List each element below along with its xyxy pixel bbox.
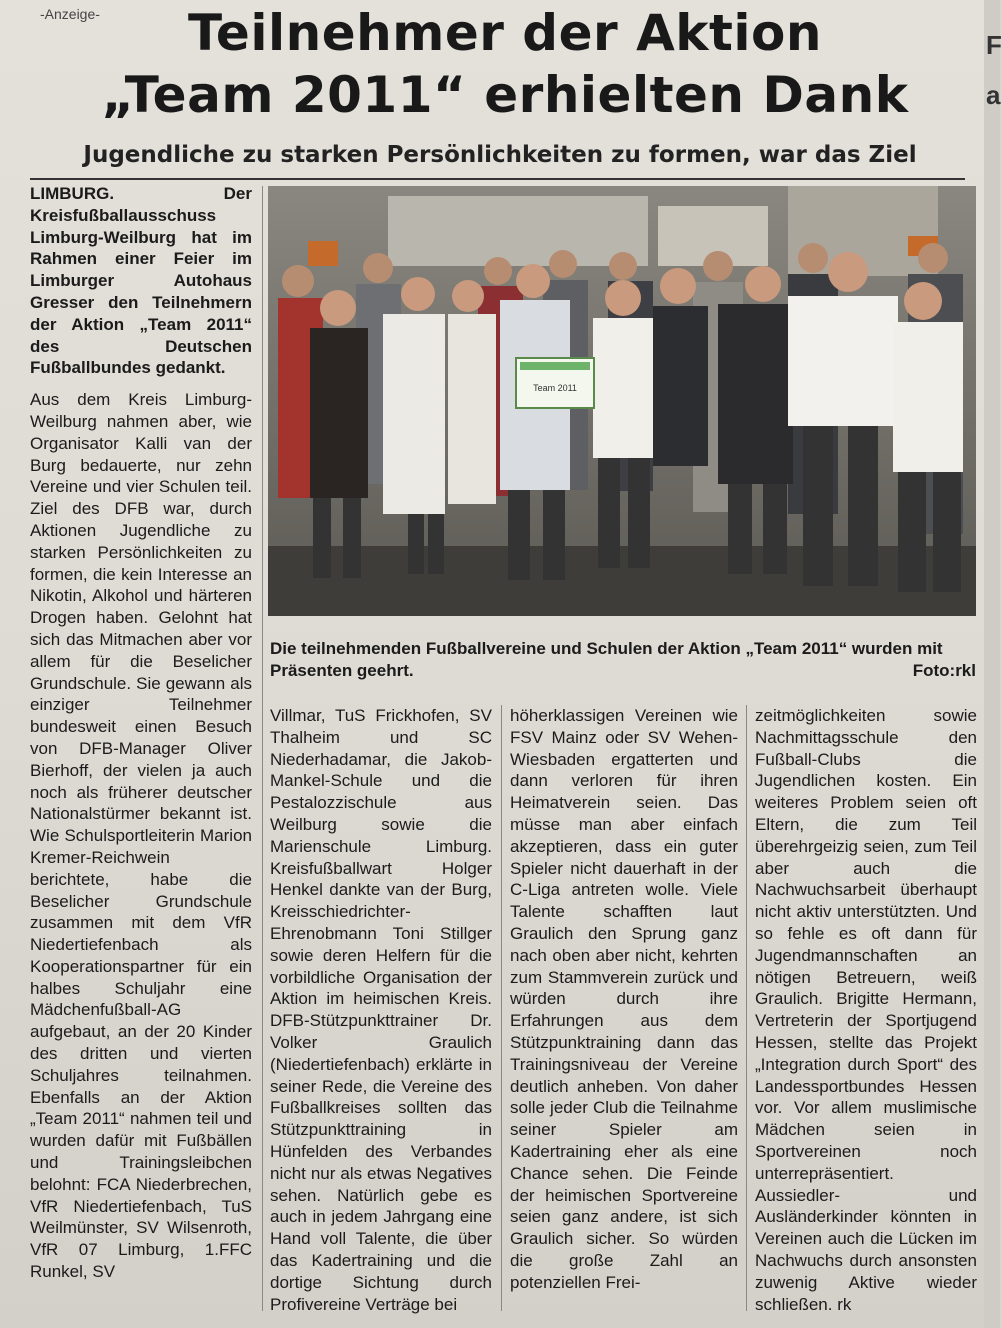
certificate-label: Team 2011 <box>533 383 577 393</box>
column-divider <box>262 186 263 1311</box>
advertisement-label: -Anzeige- <box>40 6 100 22</box>
article-column-2 <box>270 705 492 1315</box>
group-photo-illustration <box>268 186 976 616</box>
column-4-body: zeitmöglichkeiten sowie Nachmittagsschule den Fußball-Clubs die Jugendlichen kosten. Ein weiteres Problem seien oft Eltern, die zum Teil überehrgeizig seien, zum Teil aber auch die Nachwuchsarbeit überhaupt nicht aktiv unterstützten. Und so fehle es oft dann für Jugendmannschaften an nötigen Betreuern, weiß Graulich. Brigitte Hermann, Vertreterin der Sportjugend Hessen, stellte das Projekt „Integration durch Sport“ des Landessportbundes Hessen vor. Vor allem muslimische Mädchen seien in Sportvereinen noch unterrepräsentiert. Aussiedler- und Ausländerkinder könnten in Vereinen auch die Lücken im Nachwuchs durch ansonsten zuwenig Aktive wieder schließen. rk <box>755 706 977 1314</box>
headline <box>40 2 970 126</box>
column-1-body: Aus dem Kreis Limburg-Weilburg nahmen aber, wie Organisator Kalli van der Burg bedauerte, nur zehn Vereine und vier Schulen teil. Ziel des DFB war, durch Aktionen Jugendliche zu starken Persönlichkeiten zu formen, die kein Interesse an Nikotin, Alkohol und härteren Drogen haben. Gelohnt hat sich das Mitmachen aber vor allem für die Beselicher Grundschule. Sie gewann als einziger Teilnehmer bundesweit einen Besuch von DFB-Manager Oliver Bierhoff, der vielen ja auch noch als früherer deutscher Nationalstürmer bekannt ist. Wie Schulsportleiterin Marion Kremer-Reichwein berichtete, habe die Beselicher Grundschule zusammen mit dem VfR Niedertiefenbach als Kooperationspartner für ein halbes Schuljahr eine Mädchenfußball-AG aufgebaut, an der 20 Kinder des dritten und vierten Schuljahres teilnahmen. Ebenfalls an der Aktion „Team 2011“ nahmen teil und wurden dafür mit Fußbällen und Trainingsleibchen belohnt: FCA Niederbrechen, VfR Niedertiefenbach, TuS Weilmünster, SV Wilsenroth, VfR 07 Limburg, 1.FFC Runkel, SV <box>30 390 252 1282</box>
photo-credit: Foto:rkl <box>912 661 976 680</box>
caption-text: Die teilnehmenden Fußballvereine und Schulen der Aktion „Team 2011“ wurden mit Präsenten geehrt. <box>270 639 943 680</box>
column-divider <box>746 705 747 1311</box>
column-3-body: höherklassigen Vereinen wie FSV Mainz oder SV Wehen-Wiesbaden ergatterten und dann verloren für ihren Heimatverein seien. Das müsse man aber einfach akzeptieren, dass ein guter Spieler nicht dauerhaft in der C-Liga antreten wolle. Viele Talente schafften laut Graulich den Sprung ganz nach oben aber nicht, kehrten zum Stammverein zurück und würden durch ihre Erfahrungen aus dem Stützpunktraining dann das Trainingsniveau der Vereine deutlich anheben. Von daher solle jeder Club die Teilnahme seiner Spieler am Kadertraining eher als eine Chance sehen. Die Feinde der heimischen Sportvereine seien ganz andere, ist sich Graulich sicher. So würden die große Zahl an potenziellen Frei- <box>510 706 738 1292</box>
headline-line-2: „Team 2011“ erhielten Dank <box>101 66 909 124</box>
article-column-3 <box>510 705 738 1294</box>
article-column-4 <box>755 705 977 1315</box>
subheadline: Jugendliche zu starken Persönlichkeiten zu formen, war das Ziel <box>83 142 917 168</box>
photo-caption <box>270 638 976 682</box>
header-rule <box>30 178 965 180</box>
adjacent-page-edge: F a <box>984 0 1000 1328</box>
column-2-body: Villmar, TuS Frickhofen, SV Thalheim und SC Niederhadamar, die Jakob-Mankel-Schule und die Pestalozzischule aus Weilburg sowie die Marienschule Limburg. Kreisfußballwart Holger Henkel dankte van der Burg, Kreisschiedrichter-Ehrenobmann Toni Stillger sowie deren Helfern für die vorbildliche Organisation der Aktion im heimischen Kreis. DFB-Stützpunkttrainer Dr. Volker Graulich (Niedertiefenbach) erklärte in seiner Rede, die Vereine des Fußballkreises sollten das Stützpunkttraining in Hünfelden des Verbandes nicht nur als etwas Negatives sehen. Natürlich gebe es auch in jedem Jahrgang eine Hand voll Talente, die über das Kadertraining und die dortige Sichtung durch Profivereine Verträge bei <box>270 706 492 1314</box>
lead-paragraph: LIMBURG. Der Kreisfußballausschuss Limburg-Weilburg hat im Rahmen einer Feier im Limburger Autohaus Gresser den Teilnehmern der Aktion „Team 2011“ des Deutschen Fußballbundes gedankt. <box>30 184 252 378</box>
column-divider <box>501 705 502 1311</box>
headline-line-1: Teilnehmer der Aktion <box>187 4 823 62</box>
group-photo <box>268 186 976 616</box>
article-column-1 <box>30 183 252 1283</box>
